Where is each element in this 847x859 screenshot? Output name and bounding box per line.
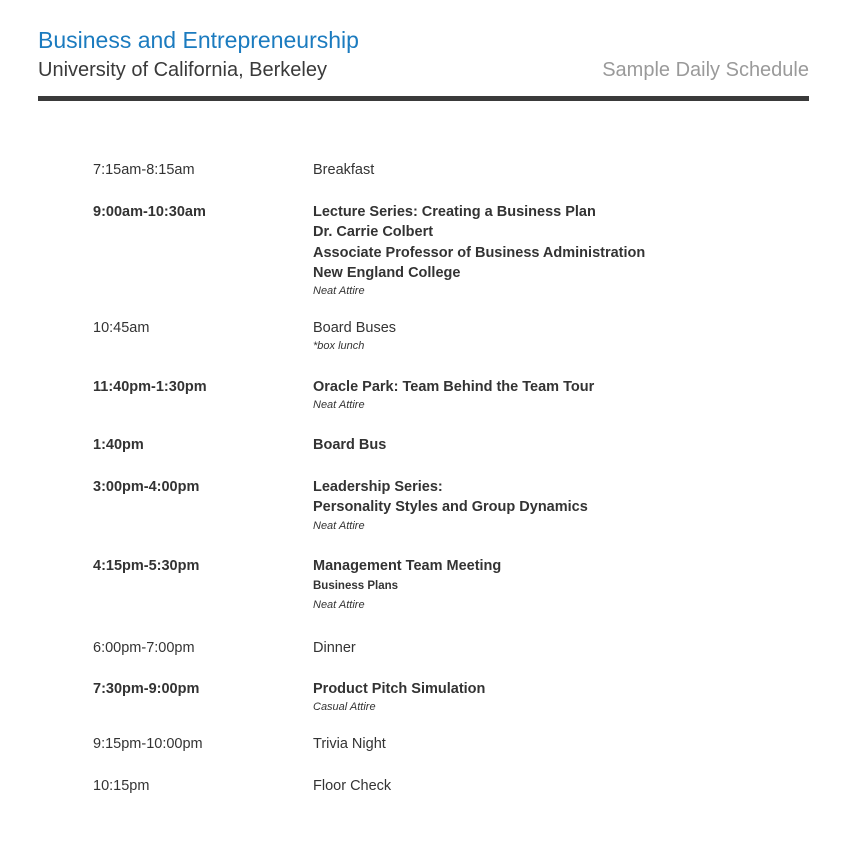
- header-subtitle: University of California, Berkeley: [38, 59, 327, 81]
- event-speaker-institution: New England College: [313, 264, 461, 281]
- header-document-label: Sample Daily Schedule: [602, 59, 809, 81]
- event-subtitle: Personality Styles and Group Dynamics: [313, 499, 588, 516]
- event-topic: Business Plans: [313, 580, 399, 593]
- schedule-time: 11:40pm-1:30pm: [93, 379, 207, 395]
- schedule-time: 1:40pm: [93, 437, 144, 453]
- event-title: Trivia Night: [313, 736, 386, 752]
- schedule-event: [313, 556, 813, 613]
- schedule-event: [313, 734, 813, 754]
- header-title: Business and Entrepreneurship: [38, 27, 359, 53]
- schedule-event: [313, 435, 813, 455]
- schedule-time: 7:30pm-9:00pm: [93, 681, 200, 697]
- schedule-time: 10:15pm: [93, 778, 150, 794]
- event-title: Product Pitch Simulation: [313, 681, 486, 697]
- event-speaker-role: Associate Professor of Business Administration: [313, 244, 646, 261]
- event-title: Floor Check: [313, 778, 392, 794]
- schedule-event: [313, 318, 813, 354]
- schedule-event: [313, 776, 813, 796]
- event-attire-note: Casual Attire: [313, 701, 376, 714]
- header-divider: [38, 96, 809, 101]
- schedule-event: [313, 160, 813, 180]
- event-attire-note: Neat Attire: [313, 399, 365, 412]
- event-title: Board Buses: [313, 320, 397, 336]
- event-title: Lecture Series: Creating a Business Plan: [313, 204, 596, 220]
- schedule-time: 3:00pm-4:00pm: [93, 479, 200, 495]
- event-title: Leadership Series:: [313, 479, 443, 495]
- schedule-time: 9:00am-10:30am: [93, 204, 206, 220]
- event-attire-note: Neat Attire: [313, 519, 365, 532]
- schedule-event: [313, 638, 813, 658]
- event-title: Board Bus: [313, 437, 387, 453]
- schedule-time: 4:15pm-5:30pm: [93, 558, 200, 574]
- event-title: Breakfast: [313, 162, 375, 178]
- schedule-event: [313, 202, 813, 299]
- event-title: Dinner: [313, 640, 356, 656]
- schedule-time: 7:15am-8:15am: [93, 162, 195, 178]
- schedule-time: 6:00pm-7:00pm: [93, 640, 195, 656]
- event-attire-note: Neat Attire: [313, 599, 365, 612]
- schedule-event: [313, 679, 813, 715]
- schedule-event: [313, 477, 813, 534]
- event-speaker: Dr. Carrie Colbert: [313, 224, 434, 241]
- event-attire-note: Neat Attire: [313, 285, 365, 298]
- event-title: Management Team Meeting: [313, 558, 502, 574]
- schedule-event: [313, 377, 813, 413]
- event-note: *box lunch: [313, 340, 365, 353]
- schedule-time: 10:45am: [93, 320, 150, 336]
- schedule-time: 9:15pm-10:00pm: [93, 736, 203, 752]
- event-title: Oracle Park: Team Behind the Team Tour: [313, 379, 595, 395]
